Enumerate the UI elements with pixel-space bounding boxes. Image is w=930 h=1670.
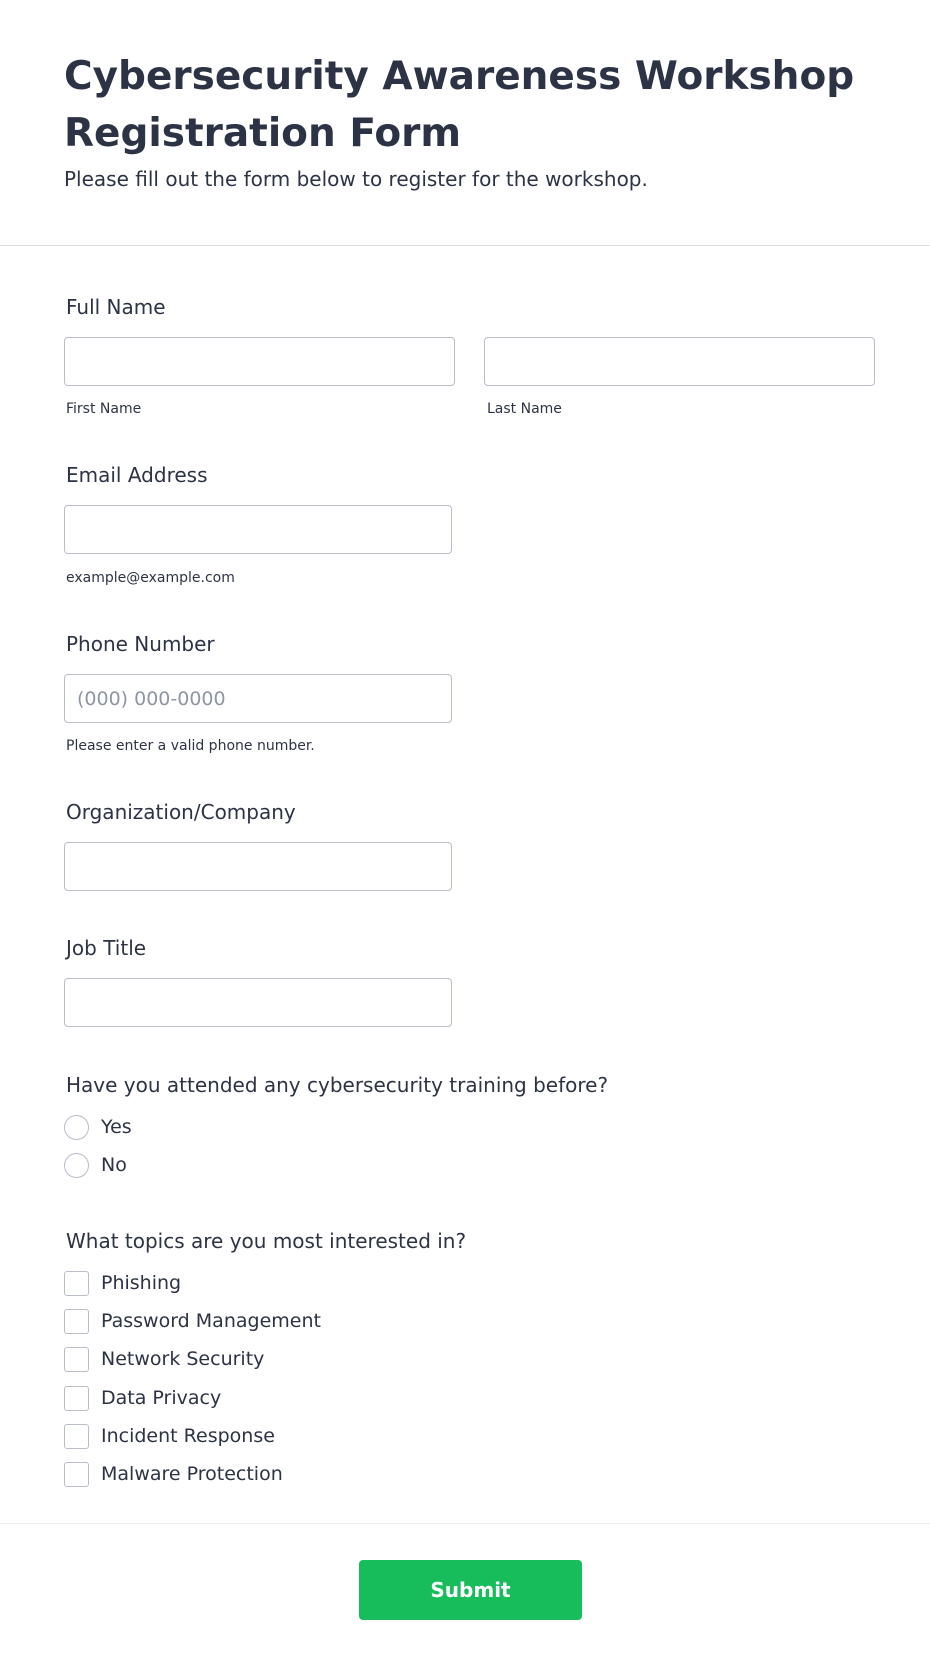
checkbox-network-security-label[interactable]: Network Security [101, 1348, 265, 1370]
radio-yes-label[interactable]: Yes [101, 1116, 132, 1138]
checkbox-incident-response-label[interactable]: Incident Response [101, 1425, 275, 1447]
checkbox-password-management[interactable] [64, 1309, 89, 1334]
first-name-sublabel: First Name [66, 401, 142, 417]
full-name-label: Full Name [66, 295, 166, 319]
submit-button[interactable]: Submit [359, 1560, 582, 1620]
checkbox-malware-protection[interactable] [64, 1462, 89, 1487]
checkbox-phishing-label[interactable]: Phishing [101, 1272, 182, 1294]
radio-no-label[interactable]: No [101, 1154, 127, 1176]
job-title-label: Job Title [66, 936, 147, 960]
radio-no[interactable] [64, 1153, 89, 1178]
topics-question: What topics are you most interested in? [66, 1229, 467, 1253]
email-sublabel: example@example.com [66, 570, 235, 586]
training-question: Have you attended any cybersecurity training before? [66, 1073, 609, 1097]
job-title-input[interactable] [64, 978, 452, 1027]
header-divider [0, 245, 930, 246]
page-title: Cybersecurity Awareness Workshop Registration Form [64, 54, 855, 156]
last-name-input[interactable] [484, 337, 875, 386]
checkbox-data-privacy-label[interactable]: Data Privacy [101, 1387, 222, 1409]
first-name-input[interactable] [64, 337, 455, 386]
email-input[interactable] [64, 505, 452, 554]
checkbox-password-management-label[interactable]: Password Management [101, 1310, 321, 1332]
checkbox-incident-response[interactable] [64, 1424, 89, 1449]
page-subtitle: Please fill out the form below to register for the workshop. [64, 167, 648, 191]
checkbox-phishing[interactable] [64, 1271, 89, 1296]
organization-label: Organization/Company [66, 800, 296, 824]
phone-input[interactable] [64, 674, 452, 723]
phone-sublabel: Please enter a valid phone number. [66, 738, 315, 754]
phone-label: Phone Number [66, 632, 215, 656]
email-label: Email Address [66, 463, 208, 487]
checkbox-malware-protection-label[interactable]: Malware Protection [101, 1463, 283, 1485]
radio-yes[interactable] [64, 1115, 89, 1140]
organization-input[interactable] [64, 842, 452, 891]
checkbox-network-security[interactable] [64, 1347, 89, 1372]
footer-divider [0, 1523, 930, 1524]
last-name-sublabel: Last Name [487, 401, 562, 417]
checkbox-data-privacy[interactable] [64, 1386, 89, 1411]
